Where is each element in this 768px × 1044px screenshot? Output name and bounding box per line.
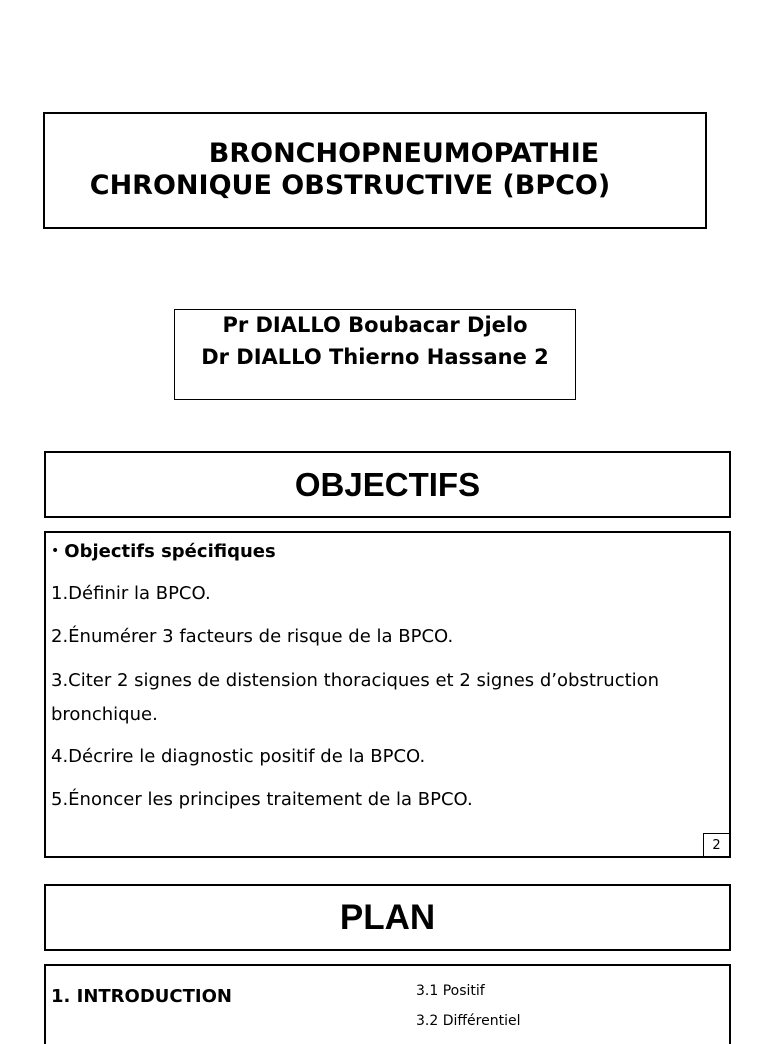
objectifs-subtitle — [51, 535, 719, 570]
objectif-item: 5.Énoncer les principes traitement de la BPCO. — [51, 789, 473, 810]
author-1: Pr DIALLO Boubacar Djelo — [222, 313, 528, 337]
page-number: 2 — [703, 833, 730, 857]
plan-subitem: 3.1 Positif — [416, 983, 485, 999]
plan-item: 1. INTRODUCTION — [51, 986, 232, 1007]
bullet-icon: • — [51, 543, 60, 559]
objectifs-heading: OBJECTIFS — [44, 451, 731, 518]
objectif-item: 2.Énumérer 3 facteurs de risque de la BPCO. — [51, 626, 454, 647]
plan-heading: PLAN — [44, 884, 731, 951]
plan-content — [44, 964, 731, 1044]
authors-box — [174, 309, 576, 400]
objectif-item: 3.Citer 2 signes de distension thoraciques et 2 signes d’obstruction — [51, 670, 660, 691]
title-line-1: BRONCHOPNEUMOPATHIE — [208, 138, 600, 169]
title-line-2: CHRONIQUE OBSTRUCTIVE (BPCO) — [89, 170, 611, 201]
plan-subitem: 3.2 Différentiel — [416, 1013, 521, 1029]
author-2: Dr DIALLO Thierno Hassane 2 — [201, 345, 549, 369]
objectifs-subtitle-text: Objectifs spécifiques — [64, 541, 276, 562]
objectif-item-continuation: bronchique. — [51, 704, 158, 725]
objectif-item: 4.Décrire le diagnostic positif de la BPCO. — [51, 746, 426, 767]
title-box — [43, 112, 707, 229]
objectifs-content — [44, 531, 731, 858]
objectif-item: 1.Définir la BPCO. — [51, 583, 211, 604]
